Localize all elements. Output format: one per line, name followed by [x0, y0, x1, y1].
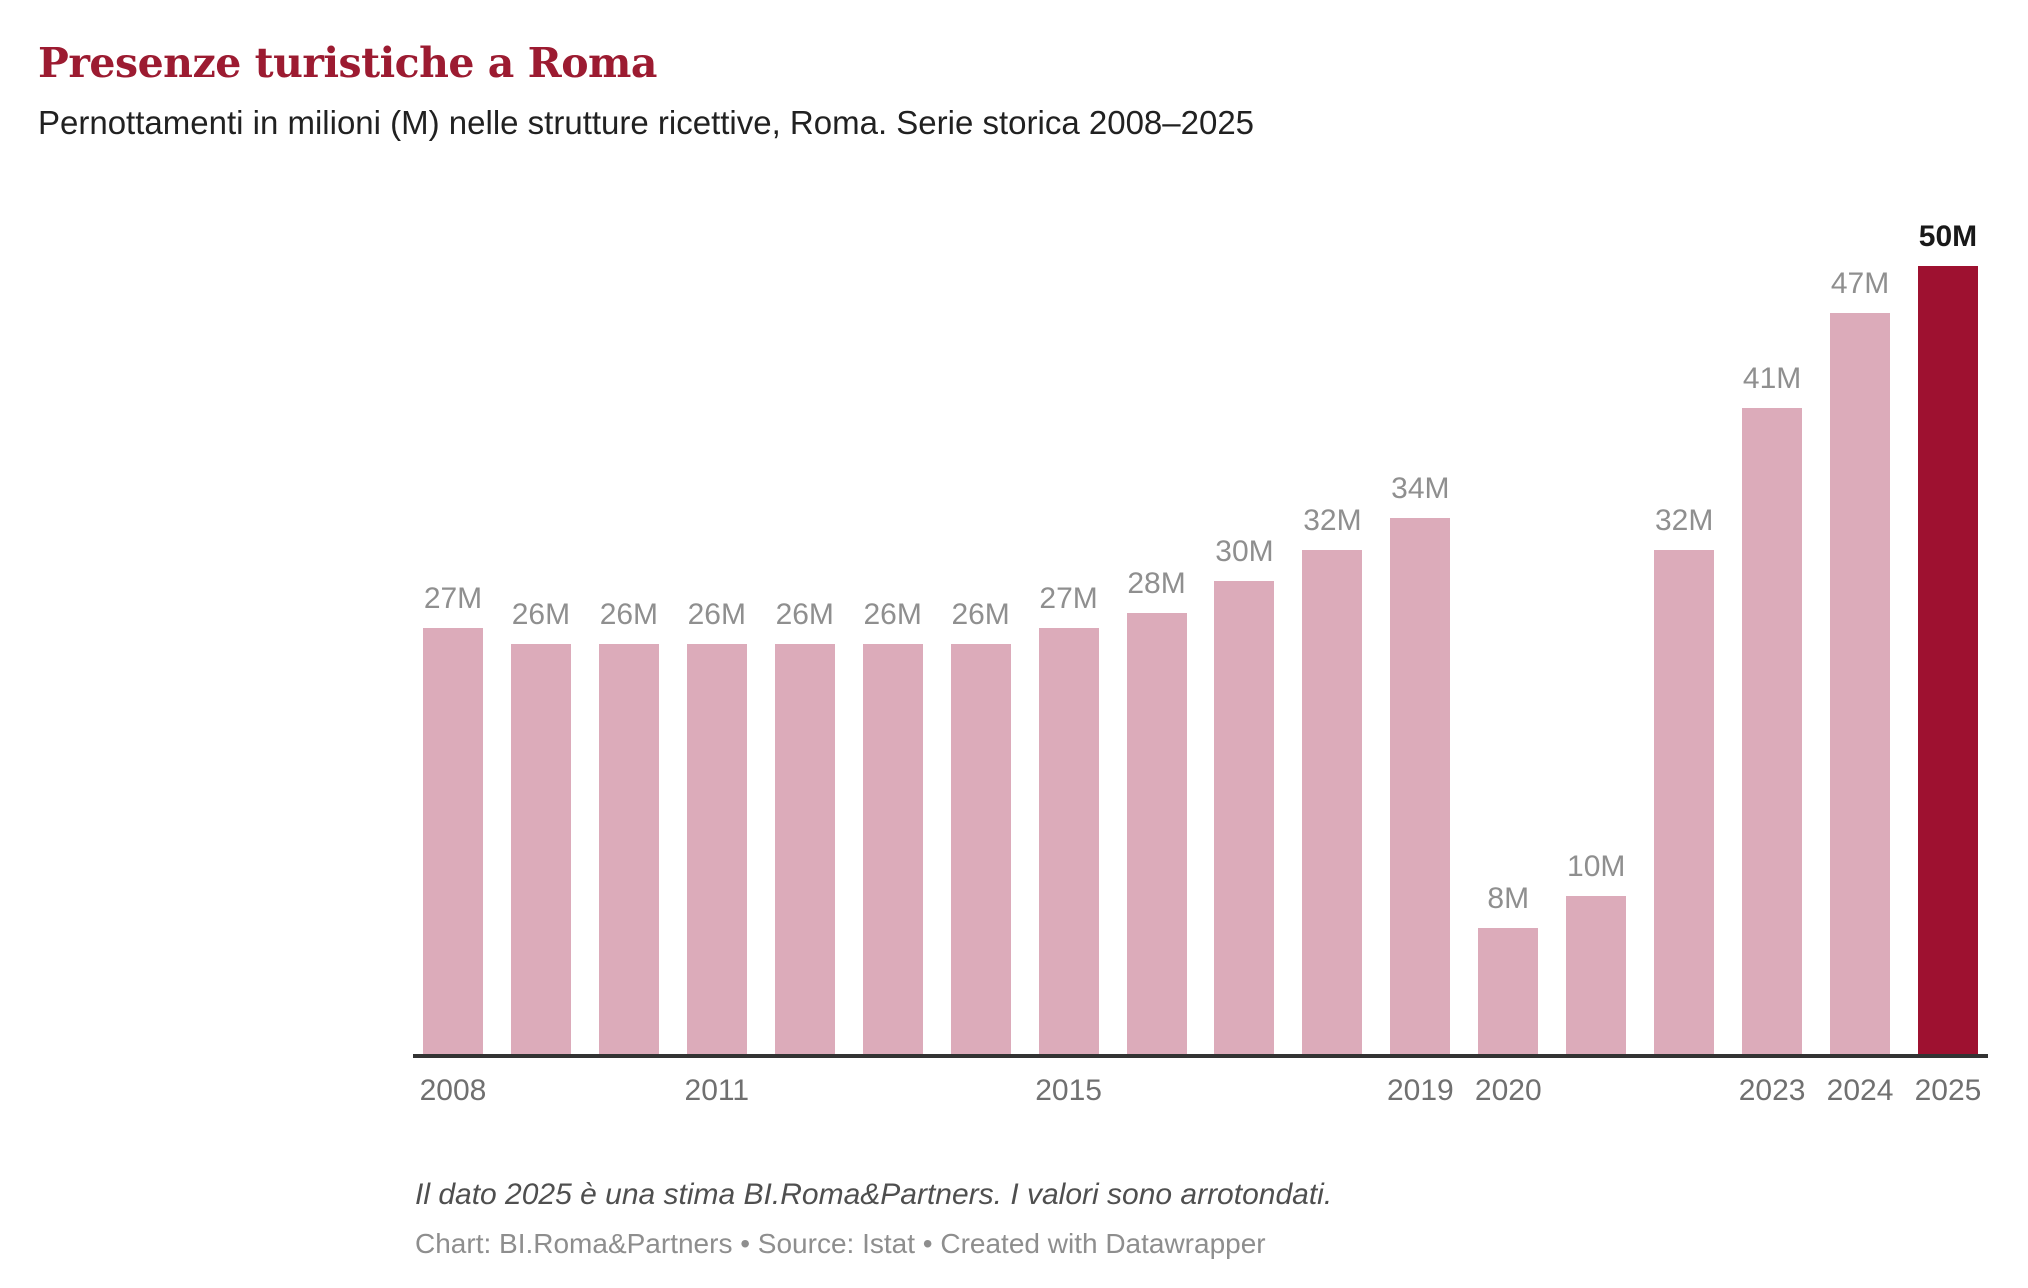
bar-2009 [511, 644, 571, 1054]
chart-subtitle: Pernottamenti in milioni (M) nelle strutture ricettive, Roma. Serie storica 2008–2025 [38, 104, 1255, 141]
bar-2017 [1214, 581, 1274, 1054]
bar-value-label-2020: 8M [1487, 881, 1530, 915]
bar-2012 [775, 644, 835, 1054]
x-axis [413, 1058, 1988, 1118]
bar-value-label-2016: 28M [1127, 566, 1186, 600]
bar-value-label-2022: 32M [1654, 503, 1714, 537]
x-tick-2011: 2011 [684, 1074, 750, 1107]
bar-2022 [1654, 550, 1714, 1054]
bar-value-label-2024: 47M [1830, 267, 1890, 301]
chart-title: Presenze turistiche a Roma [38, 39, 657, 88]
plot-area [413, 200, 1988, 1054]
bar-value-label-2008: 27M [423, 582, 483, 616]
bar-value-label-2015: 27M [1039, 582, 1098, 616]
bar-value-label-2021: 10M [1567, 850, 1626, 884]
x-tick-2015: 2015 [1035, 1074, 1102, 1107]
bar-2018 [1302, 550, 1362, 1054]
bar-2014 [951, 644, 1011, 1054]
bar-value-label-2017: 30M [1215, 535, 1274, 569]
bar-value-label-2013: 26M [863, 598, 922, 632]
bar-2008 [423, 628, 483, 1054]
bar-value-label-2019: 34M [1391, 472, 1450, 506]
bar-value-label-2011: 26M [687, 598, 746, 632]
bar-2016 [1127, 613, 1187, 1054]
bar-value-label-2010: 26M [599, 598, 659, 632]
bar-value-label-2025: 50M [1918, 220, 1978, 253]
bar-2019 [1390, 518, 1450, 1054]
chart-note: Il dato 2025 è una stima BI.Roma&Partners. I valori sono arrotondati. [415, 1178, 1333, 1211]
bar-value-label-2009: 26M [511, 598, 571, 632]
bar-2020 [1478, 928, 1538, 1054]
bar-value-label-2012: 26M [775, 598, 834, 632]
x-tick-2020: 2020 [1474, 1074, 1542, 1107]
x-tick-2023: 2023 [1738, 1074, 1806, 1107]
x-tick-2024: 2024 [1826, 1074, 1894, 1107]
bar-2021 [1566, 896, 1626, 1054]
bar-2010 [599, 644, 659, 1054]
bar-2015 [1039, 628, 1099, 1054]
bar-value-label-2023: 41M [1742, 361, 1802, 395]
bar-value-label-2018: 32M [1303, 503, 1362, 537]
bar-2013 [863, 644, 923, 1054]
bar-2011 [687, 644, 747, 1054]
x-tick-2008: 2008 [419, 1074, 487, 1107]
bar-2023 [1742, 408, 1802, 1054]
chart-credit: Chart: BI.Roma&Partners • Source: Istat • Created with Datawrapper [415, 1228, 1266, 1259]
bar-2024 [1830, 313, 1890, 1054]
bar-value-label-2014: 26M [951, 598, 1010, 632]
x-tick-2025: 2025 [1914, 1074, 1982, 1107]
x-tick-2019: 2019 [1386, 1074, 1454, 1107]
bar-2025 [1918, 266, 1978, 1054]
